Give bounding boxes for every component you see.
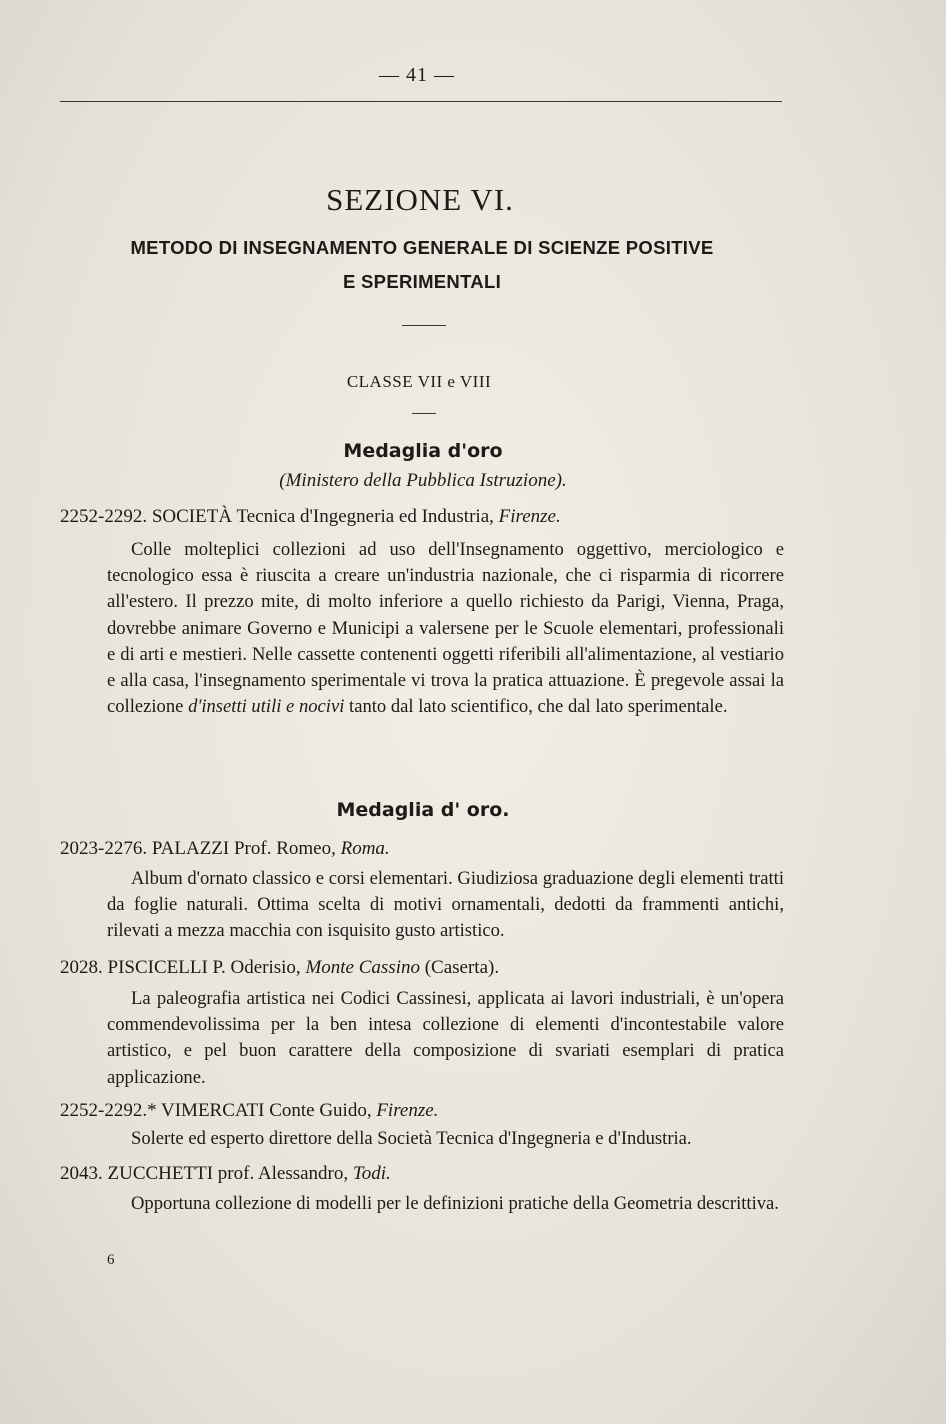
entry-header [60,506,784,528]
entry-place: Roma. [340,838,390,859]
entry-header [60,838,784,860]
medal-heading-2: Medaglia d' oro. [336,799,510,821]
entry-place: Todi. [352,1163,391,1184]
entry-header [60,1163,784,1185]
entry-number: 2252-2292. [60,506,148,527]
entry-place: Firenze. [376,1100,439,1121]
entry-description [107,866,784,945]
entry-name: PALAZZI Prof. Romeo, [151,838,336,859]
entry-text: tanto dal lato scientifico, che dal lato sperimentale. [349,696,728,718]
section-heading-line-2: E SPERIMENTALI [342,271,502,292]
entry-text: Album d'ornato classico e corsi elementari. Giudiziosa graduazione degli elementi tratti da foglie naturali. Ottima scelta di motivi ornamentali, dedotti da frammenti antichi, rilevati a mezza macchia con isquisito gusto artistico. [107,868,784,942]
entry-text: Solerte ed esperto direttore della Società Tecnica d'Ingegneria e d'Industria. [131,1128,692,1149]
entry-number: 2043. [60,1163,103,1184]
entry-name: VIMERCATI Conte Guido, [161,1100,372,1121]
section-title: SEZIONE VI. [326,182,514,217]
entry-place: Monte Cassino [305,957,420,978]
entry-text: La paleografia artistica nei Codici Cassinesi, applicata ai lavori industriali, è un'opera commendevolissima per la ben intesa collezione di elementi d'incontestabile valore artistico, e pel buon carattere della composizione di svariati esemplari di pratica applicazione. [107,988,784,1088]
entry-description [107,1126,784,1152]
entry-description [107,1191,784,1217]
entry-text: Colle molteplici collezioni ad uso dell'Insegnamento oggettivo, merciologico e tecnologico essa è riuscita a creare un'industria nazionale, che ci risparmia di ricorrere all'estero. Il prezzo mite, di molto inferiore a quello richiesto da Parigi, Vienna, Praga, dovrebbe animare Governo e Municipi a valersene per le Scuole elementari, professionali e di arti e mestieri. Nelle cassette contenenti oggetti riferibili all'alimentazione, al vestiario e alla casa, l'insegnamento sperimentale vi trova la pratica attuazione. È pregevole assai la collezione [107,539,784,718]
header-rule [60,101,782,102]
medal-heading-1: Medaglia d'oro [343,440,503,462]
section-heading-line-1: METODO DI INSEGNAMENTO GENERALE DI SCIENZE POSITIVE [130,237,714,258]
entry-number: 2252-2292.* [60,1100,157,1121]
ministry-line: (Ministero della Pubblica Istruzione). [279,470,567,491]
entry-header [60,957,784,979]
class-label: CLASSE VII e VIII [346,372,492,391]
page-number: — 41 — [379,64,455,86]
entry-name: SOCIETÀ Tecnica d'Ingegneria ed Industria, [151,506,494,527]
entry-description [107,986,784,1091]
entry-name: PISCICELLI P. Oderisio, [107,957,301,978]
entry-header [60,1100,784,1122]
entry-number: 2028. [60,957,103,978]
entry-text-italic: d'insetti utili e nocivi [188,696,345,718]
separator-rule-small [412,413,436,414]
entry-text: Opportuna collezione di modelli per le definizioni pratiche della Geometria descrittiva. [131,1193,779,1214]
entry-name: ZUCCHETTI prof. Alessandro, [107,1163,349,1184]
separator-rule [402,325,446,326]
entry-extra: (Caserta). [424,957,500,978]
entry-number: 2023-2276. [60,838,148,859]
signature-mark: 6 [107,1252,115,1268]
entry-description [107,537,784,720]
entry-place: Firenze. [498,506,561,527]
